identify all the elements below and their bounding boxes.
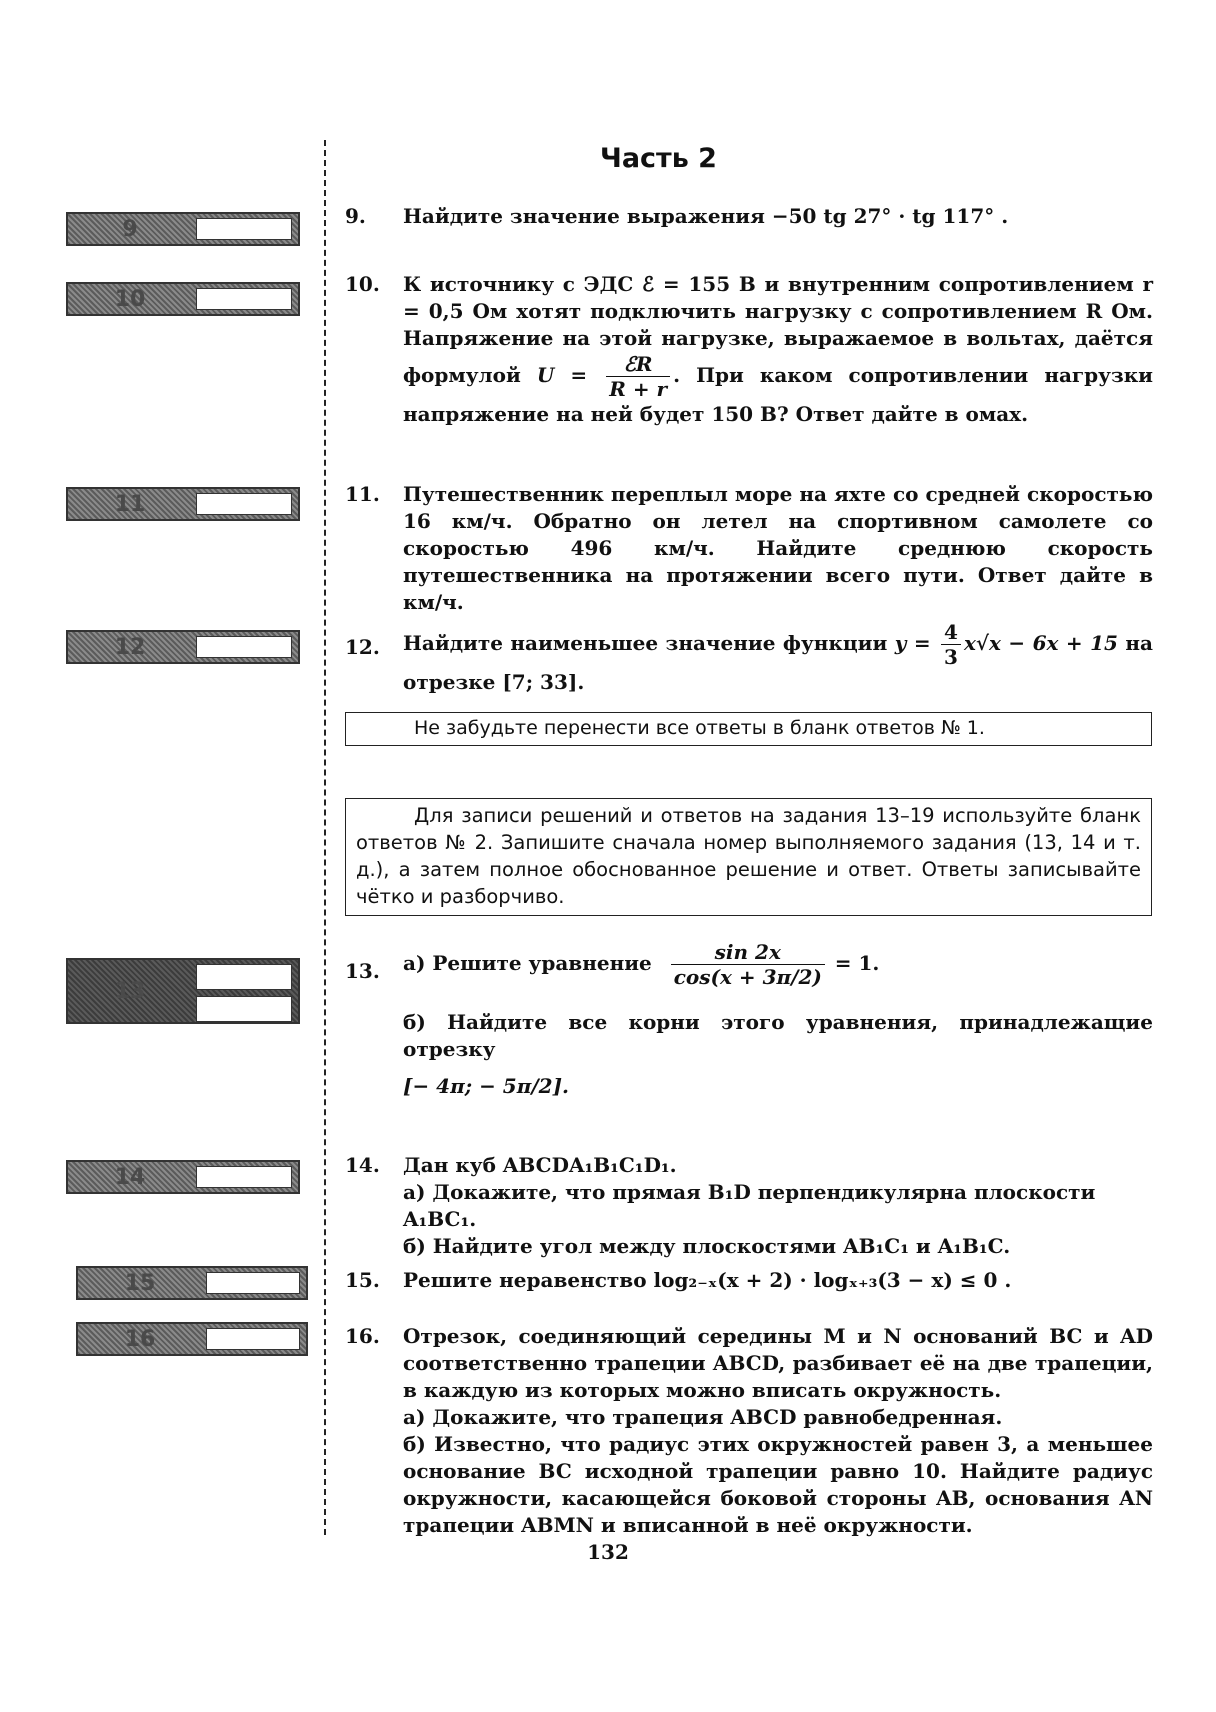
- task-number: 9.: [345, 204, 366, 228]
- fraction-numerator: 4: [941, 620, 961, 645]
- fraction: [941, 620, 961, 669]
- task-10: [345, 271, 1153, 441]
- task-text: [403, 620, 1153, 696]
- task-text-part: б) Найдите все корни этого уравнения, принадлежащие отрезку: [403, 1010, 1153, 1061]
- task-12: [345, 620, 1153, 700]
- task-11: [345, 481, 1153, 614]
- fraction-denominator: 3: [944, 645, 958, 669]
- answer-box-number: 11: [114, 491, 146, 517]
- fraction: [671, 940, 825, 989]
- task-text-part: К источнику с ЭДС ℰ = 155 В и внутренним сопротивлением r = 0,5 Ом хотят подключить нагрузку с сопротивлением R Ом. Напряжение на этой нагрузке, выражаемое в вольтах, даётся формулой: [403, 272, 1153, 387]
- answer-cell[interactable]: [196, 636, 292, 658]
- function-lhs: y =: [894, 631, 931, 655]
- task-number: 10.: [345, 272, 380, 296]
- fraction-numerator: sin 2x: [671, 940, 825, 965]
- answer-cell[interactable]: [196, 964, 292, 990]
- answer-box-14: [66, 1160, 300, 1194]
- task-text-part: а) Решите уравнение: [403, 951, 652, 975]
- answer-box-number: 9: [122, 216, 138, 242]
- task-number: 11.: [345, 482, 380, 506]
- task-9: [345, 203, 1153, 233]
- task-paragraph: б) Известно, что радиус этих окружностей равен 3, а меньшее основание BC исходной трапеции равно 10. Найдите радиус окружности, касающейся боковой стороны AB, основания AN трапеции ABMN и вписанной в неё окружности.: [403, 1432, 1153, 1537]
- answer-box-number: 12: [114, 634, 146, 660]
- answer-box-10: [66, 282, 300, 316]
- task-number: 15.: [345, 1268, 380, 1292]
- task-16: [345, 1323, 1153, 1537]
- fraction-numerator: ℰR: [606, 352, 670, 377]
- task-text: [403, 271, 1153, 428]
- task-14: [345, 1152, 1153, 1258]
- task-line: Дан куб ABCDA₁B₁C₁D₁.: [403, 1153, 677, 1177]
- cut-line: [324, 140, 326, 1535]
- interval: [− 4π; − 5π/2].: [403, 1074, 570, 1098]
- task-number: 16.: [345, 1324, 380, 1348]
- answer-box-number: 16: [124, 1326, 156, 1352]
- answer-cell[interactable]: [196, 493, 292, 515]
- function-rest: x√x − 6x + 15: [963, 631, 1118, 655]
- answer-box-number: 10: [114, 286, 146, 312]
- reminder-box: Не забудьте перенести все ответы в бланк ответов № 1.: [345, 712, 1152, 746]
- task-text: [403, 1323, 1153, 1539]
- formula-lhs: U =: [536, 363, 588, 387]
- answer-box-16: [76, 1322, 308, 1356]
- answer-cell[interactable]: [196, 288, 292, 310]
- fraction-denominator: cos(x + 3π/2): [673, 965, 822, 989]
- answer-box-13: [66, 958, 300, 1024]
- fraction-denominator: R + r: [609, 377, 668, 401]
- instructions-box: Для записи решений и ответов на задания 13–19 используйте бланк ответов № 2. Запишите сначала номер выполняемого задания (13, 14 и т. д.), а затем полное обоснованное решение и ответ. Ответы записывайте чётко и разборчиво.: [345, 798, 1152, 916]
- page-number: 132: [587, 1540, 629, 1564]
- task-15: [345, 1267, 1153, 1297]
- task-text: Найдите значение выражения −50 tg 27° · tg 117° .: [403, 204, 1009, 228]
- task-number: 12.: [345, 635, 380, 659]
- task-number: 14.: [345, 1153, 380, 1177]
- answer-box-9: [66, 212, 300, 246]
- answer-box-number: 14: [114, 1164, 146, 1190]
- task-text-part: Найдите наименьшее значение функции: [403, 631, 888, 655]
- answer-cell[interactable]: [196, 996, 292, 1022]
- task-text-part: на отрезке [7; 33].: [403, 631, 1153, 694]
- answer-box-number: 15: [124, 1270, 156, 1296]
- answer-box-11: [66, 487, 300, 521]
- answer-box-number: 13: [114, 978, 146, 1004]
- answer-box-12: [66, 630, 300, 664]
- task-number: 13.: [345, 959, 380, 983]
- task-line: а) Докажите, что прямая B₁D перпендикулярна плоскости A₁BC₁.: [403, 1180, 1096, 1231]
- answer-cell[interactable]: [206, 1272, 300, 1294]
- answer-box-15: [76, 1266, 308, 1300]
- task-paragraph: Отрезок, соединяющий середины M и N оснований BC и AD соответственно трапеции ABCD, разбивает её на две трапеции, в каждую из которых можно вписать окружность.: [403, 1324, 1153, 1402]
- answer-cell[interactable]: [196, 1166, 292, 1188]
- fraction: [606, 352, 670, 401]
- task-text: [403, 940, 1153, 1100]
- task-13: [345, 940, 1153, 1125]
- task-text: Решите неравенство log₂₋ₓ(x + 2) · logₓ₊₃(3 − x) ≤ 0 .: [403, 1268, 1012, 1292]
- task-text-part: = 1.: [834, 951, 880, 975]
- task-text: Путешественник переплыл море на яхте со средней скоростью 16 км/ч. Обратно он летел на спортивном самолете со скоростью 496 км/ч. Найдите среднюю скорость путешественника на протяжении всего пути. Ответ дайте в км/ч.: [403, 482, 1153, 614]
- part-title: Часть 2: [600, 143, 717, 174]
- answer-cell[interactable]: [206, 1328, 300, 1350]
- task-line: б) Найдите угол между плоскостями AB₁C₁ и A₁B₁C.: [403, 1234, 1011, 1258]
- task-paragraph: а) Докажите, что трапеция ABCD равнобедренная.: [403, 1405, 1003, 1429]
- task-text: [403, 1152, 1153, 1260]
- answer-cell[interactable]: [196, 218, 292, 240]
- task-text-part: . При каком сопротивлении нагрузки напряжение на ней будет 150 В? Ответ дайте в омах.: [403, 363, 1154, 426]
